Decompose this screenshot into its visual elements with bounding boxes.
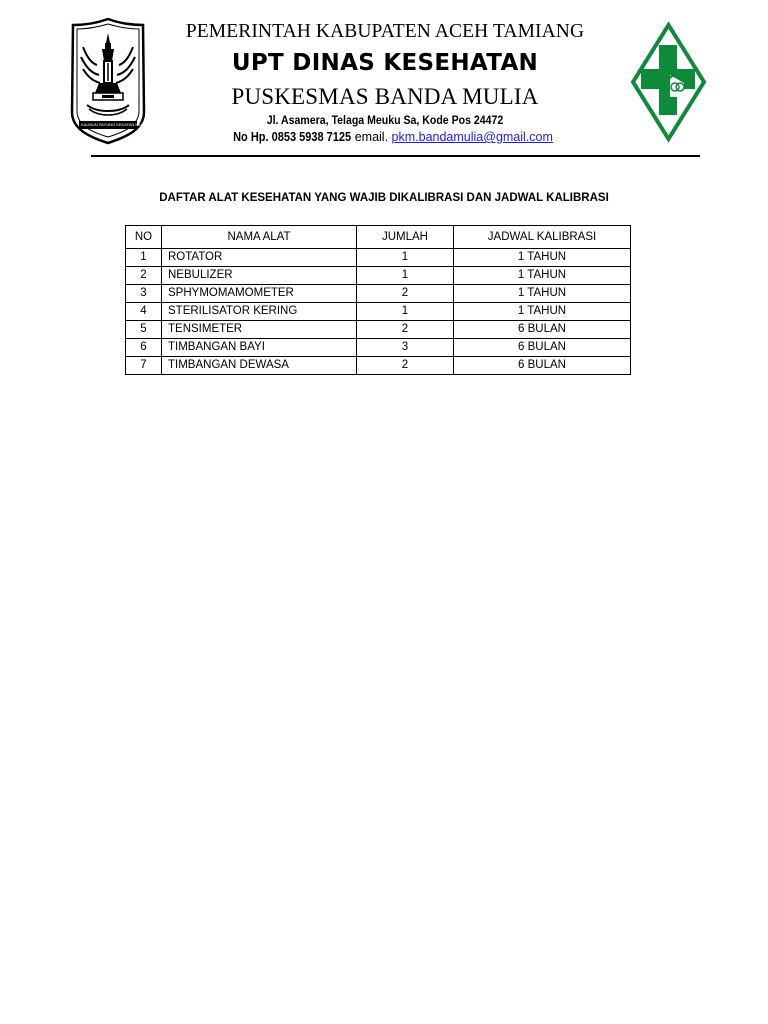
row-number: 1 — [126, 249, 162, 267]
table-row — [126, 285, 631, 303]
government-heading: PEMERINTAH KABUPATEN ACEH TAMIANG — [185, 21, 585, 42]
tool-quantity: 3 — [357, 339, 454, 357]
department-heading: UPT DINAS KESEHATAN — [231, 50, 539, 76]
row-number: 6 — [126, 339, 162, 357]
tool-name: TENSIMETER — [162, 321, 357, 339]
calibration-schedule: 6 BULAN — [454, 321, 631, 339]
table-row — [126, 339, 631, 357]
table-row — [126, 303, 631, 321]
column-header-schedule: JADWAL KALIBRASI — [454, 226, 631, 249]
table-row — [126, 321, 631, 339]
row-number: 3 — [126, 285, 162, 303]
puskesmas-logo-icon — [628, 17, 709, 147]
row-number: 4 — [126, 303, 162, 321]
contact-line — [150, 130, 620, 144]
table-row — [126, 357, 631, 375]
tool-name: TIMBANGAN BAYI — [162, 339, 357, 357]
row-number: 7 — [126, 357, 162, 375]
tool-quantity: 2 — [357, 321, 454, 339]
address-line: Jl. Asamera, Telaga Meuku Sa, Kode Pos 24472 — [266, 113, 504, 127]
tool-quantity: 1 — [357, 303, 454, 321]
document-title: DAFTAR ALAT KESEHATAN YANG WAJIB DIKALIBRASI DAN JADWAL KALIBRASI — [159, 192, 609, 204]
column-header-no: NO — [126, 226, 162, 249]
tool-quantity: 1 — [357, 267, 454, 285]
emblem-motto: KAUBUN PAYUNG KEKATAN KAIIN — [81, 122, 146, 127]
calibration-table — [125, 225, 631, 375]
facility-heading: PUSKESMAS BANDA MULIA — [231, 84, 539, 109]
table-row — [126, 267, 631, 285]
header-divider — [91, 155, 700, 157]
calibration-schedule: 1 TAHUN — [454, 249, 631, 267]
row-number: 5 — [126, 321, 162, 339]
tool-name: STERILISATOR KERING — [162, 303, 357, 321]
calibration-schedule: 1 TAHUN — [454, 303, 631, 321]
tool-name: NEBULIZER — [162, 267, 357, 285]
calibration-schedule: 1 TAHUN — [454, 267, 631, 285]
tool-quantity: 2 — [357, 285, 454, 303]
row-number: 2 — [126, 267, 162, 285]
calibration-schedule: 6 BULAN — [454, 339, 631, 357]
column-header-quantity: JUMLAH — [357, 226, 454, 249]
email-link[interactable]: pkm.bandamulia@gmail.com — [391, 130, 553, 144]
table-row — [126, 249, 631, 267]
tool-quantity: 1 — [357, 249, 454, 267]
table-header-row — [126, 226, 631, 249]
tool-quantity: 2 — [357, 357, 454, 375]
email-label: email. — [354, 130, 389, 144]
tool-name: ROTATOR — [162, 249, 357, 267]
calibration-schedule: 1 TAHUN — [454, 285, 631, 303]
regency-emblem-icon — [69, 17, 147, 145]
calibration-schedule: 6 BULAN — [454, 357, 631, 375]
tool-name: TIMBANGAN DEWASA — [162, 357, 357, 375]
phone-number: No Hp. 0853 5938 7125 — [233, 130, 352, 144]
column-header-tool-name: NAMA ALAT — [162, 226, 357, 249]
tool-name: SPHYMOMAMOMETER — [162, 285, 357, 303]
